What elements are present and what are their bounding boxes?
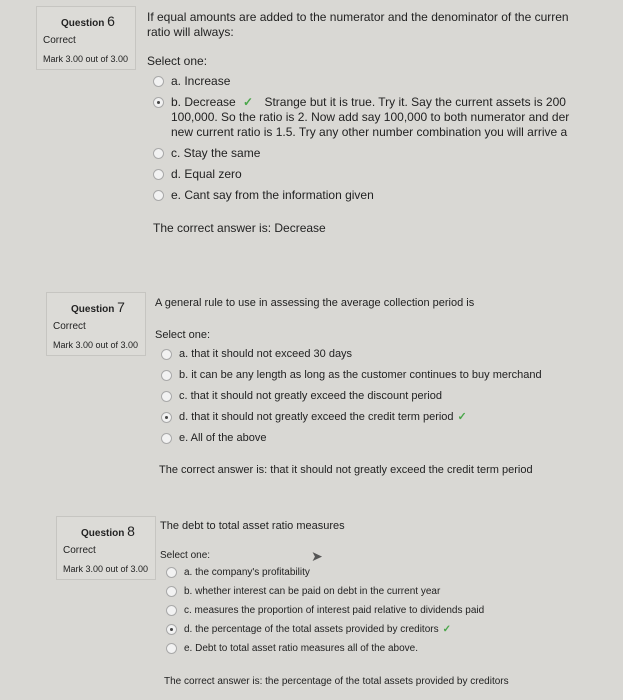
radio-button[interactable] <box>166 643 177 654</box>
question-info-8 <box>56 516 156 580</box>
radio-button[interactable] <box>153 76 164 87</box>
option-feedback: Strange but it is true. Try it. Say the current assets is 200 100,000. So the ratio is 2. Now add say 100,000 to both numerator and der new current ratio is 1.5. Try any other number combination you will arrive a <box>171 95 570 139</box>
question-grade: Mark 3.00 out of 3.00 <box>43 54 129 64</box>
answer-option-b[interactable]: b. whether interest can be paid on debt in the current year <box>166 584 600 599</box>
radio-button-selected[interactable] <box>161 412 172 423</box>
radio-button[interactable] <box>161 349 172 360</box>
answer-option-d[interactable]: d. Equal zero <box>153 167 587 182</box>
question-info-6 <box>36 6 136 70</box>
answer-option-c[interactable]: c. that it should not greatly exceed the discount period <box>161 389 595 404</box>
answer-option-b[interactable]: b. it can be any length as long as the customer continues to buy merchand <box>161 368 595 383</box>
radio-button[interactable] <box>166 605 177 616</box>
question-text: If equal amounts are added to the numerator and the denominator of the curren ratio will always: <box>147 10 569 39</box>
question-grade: Mark 3.00 out of 3.00 <box>53 340 139 350</box>
check-icon: ✓ <box>442 624 451 635</box>
radio-button[interactable] <box>161 370 172 381</box>
question-info-7 <box>46 292 146 356</box>
answer-option-e[interactable]: e. Debt to total asset ratio measures all of the above. <box>166 641 600 656</box>
answer-option-e[interactable]: e. Cant say from the information given <box>153 188 587 203</box>
radio-button[interactable] <box>153 190 164 201</box>
radio-button[interactable] <box>166 586 177 597</box>
radio-button[interactable] <box>161 433 172 444</box>
answer-options <box>161 347 595 446</box>
answer-option-a[interactable]: a. Increase <box>153 74 587 89</box>
question-content-8 <box>160 519 600 687</box>
radio-button[interactable] <box>161 391 172 402</box>
check-icon: ✓ <box>243 95 254 109</box>
answer-options <box>166 565 600 656</box>
question-state: Correct <box>63 545 96 556</box>
answer-option-c[interactable]: c. Stay the same <box>153 146 587 161</box>
correct-answer: The correct answer is: the percentage of the total assets provided by creditors <box>164 676 509 687</box>
question-state: Correct <box>53 321 86 332</box>
radio-button[interactable] <box>153 169 164 180</box>
answer-option-a[interactable]: a. that it should not exceed 30 days <box>161 347 595 362</box>
select-prompt: Select one: <box>147 54 208 68</box>
question-grade: Mark 3.00 out of 3.00 <box>63 564 149 574</box>
question-content-7 <box>155 296 595 476</box>
radio-button[interactable] <box>153 148 164 159</box>
question-content-6 <box>147 10 587 235</box>
question-text: The debt to total asset ratio measures <box>160 520 345 532</box>
answer-option-c[interactable]: c. measures the proportion of interest paid relative to dividends paid <box>166 603 600 618</box>
correct-answer: The correct answer is: that it should not greatly exceed the credit term period <box>159 464 533 476</box>
answer-options <box>153 74 587 203</box>
answer-option-e[interactable]: e. All of the above <box>161 431 595 446</box>
question-number: Question 8 <box>81 523 135 539</box>
radio-button-selected[interactable] <box>153 97 164 108</box>
mouse-cursor-icon: ➤ <box>311 548 323 564</box>
question-number: Question 6 <box>61 13 115 29</box>
answer-option-d[interactable]: d. that it should not greatly exceed the credit term period ✓ <box>161 410 595 425</box>
answer-option-d[interactable]: d. the percentage of the total assets provided by creditors ✓ <box>166 622 600 637</box>
answer-option-a[interactable]: a. the company's profitability <box>166 565 600 580</box>
answer-option-b[interactable]: b. Decrease ✓ Strange but it is true. Try it. Say the current assets is 200 100,000. So the ratio is 2. Now add say 100,000 to both numerator and der new current ratio is 1.5. Try any other number combination you will arrive a <box>153 95 587 140</box>
question-state: Correct <box>43 35 76 46</box>
correct-answer: The correct answer is: Decrease <box>153 221 326 235</box>
radio-button[interactable] <box>166 567 177 578</box>
question-text: A general rule to use in assessing the average collection period is <box>155 297 475 309</box>
select-prompt: Select one: <box>155 329 211 341</box>
check-icon: ✓ <box>457 411 467 423</box>
select-prompt: Select one: <box>160 550 211 561</box>
question-number: Question 7 <box>71 299 125 315</box>
radio-button-selected[interactable] <box>166 624 177 635</box>
